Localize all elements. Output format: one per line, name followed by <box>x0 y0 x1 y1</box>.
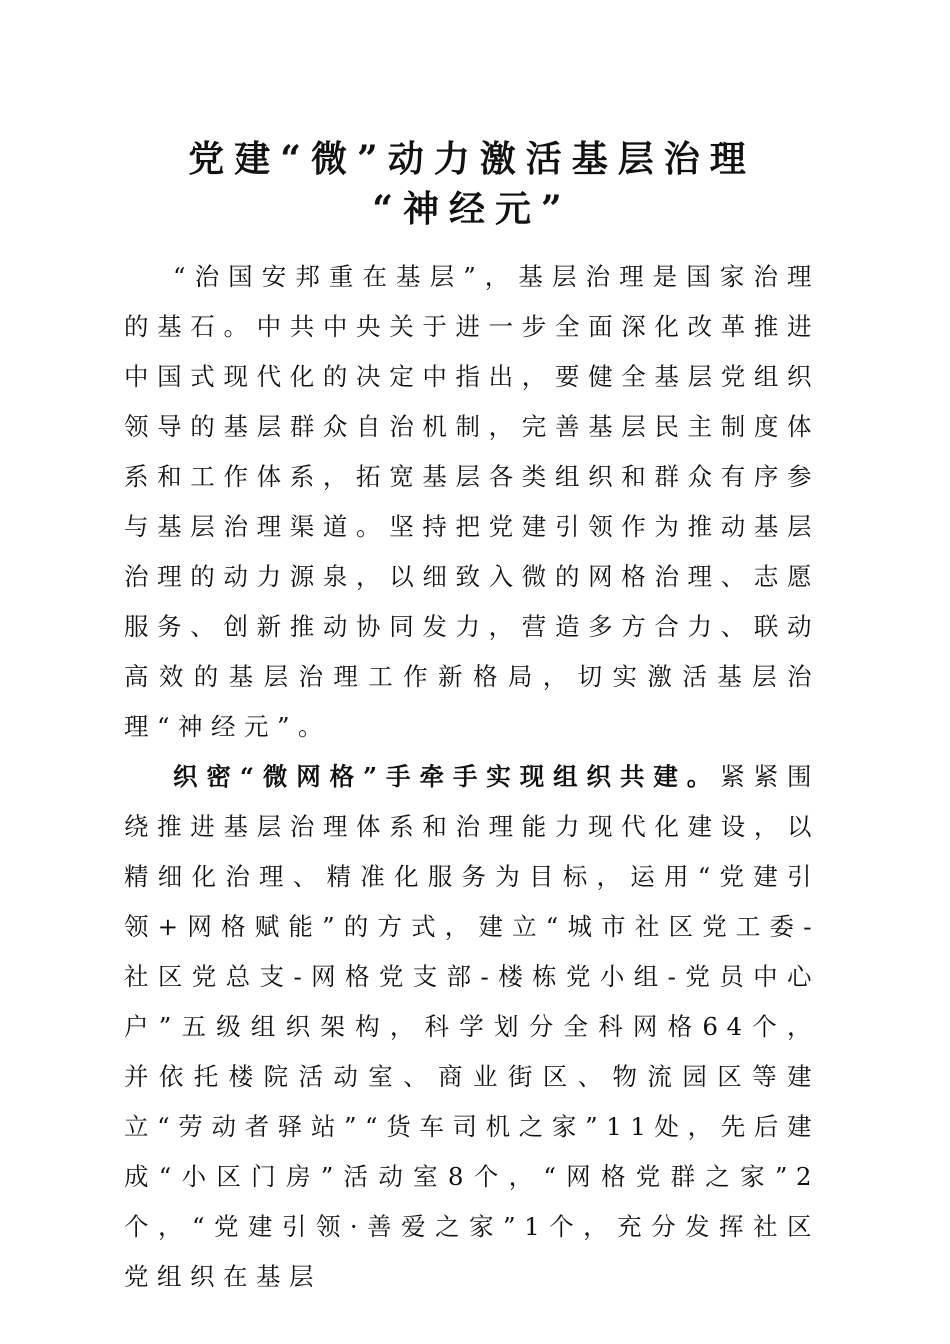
document-body <box>124 252 820 1302</box>
paragraph-intro-text: “治国安邦重在基层”，基层治理是国家治理的基石。中共中央关于进一步全面深化改革推进中国式现代化的决定中指出，要健全基层党组织领导的基层群众自治机制，完善基层民主制度体系和工作体系，拓宽基层各类组织和群众有序参与基层治理渠道。坚持把党建引领作为推动基层治理的动力源泉，以细致入微的网格治理、志愿服务、创新推动协同发力，营造多方合力、联动高效的基层治理工作新格局，切实激活基层治理“神经元”。 <box>124 262 820 741</box>
paragraph-grid <box>124 752 820 1302</box>
document-title <box>124 0 820 234</box>
paragraph-intro <box>124 252 820 752</box>
title-line-1: 党建“微”动力激活基层治理 <box>188 138 756 180</box>
paragraph-grid-heading: 织密“微网格”手牵手实现组织共建。 <box>173 762 721 791</box>
paragraph-grid-text: 紧紧围绕推进基层治理体系和治理能力现代化建设，以精细化治理、精准化服务为目标，运用“党建引领+网格赋能”的方式，建立“城市社区党工委-社区党总支-网格党支部-楼栋党小组-党员中心户”五级组织架构，科学划分全科网格64个，并依托楼院活动室、商业街区、物流园区等建立“劳动者驿站”“货车司机之家”11处，先后建成“小区门房”活动室8个，“网格党群之家”2个，“党建引领·善爱之家”1个，充分发挥社区党组织在基层 <box>124 762 821 1291</box>
title-line-2: “神经元” <box>372 188 572 230</box>
